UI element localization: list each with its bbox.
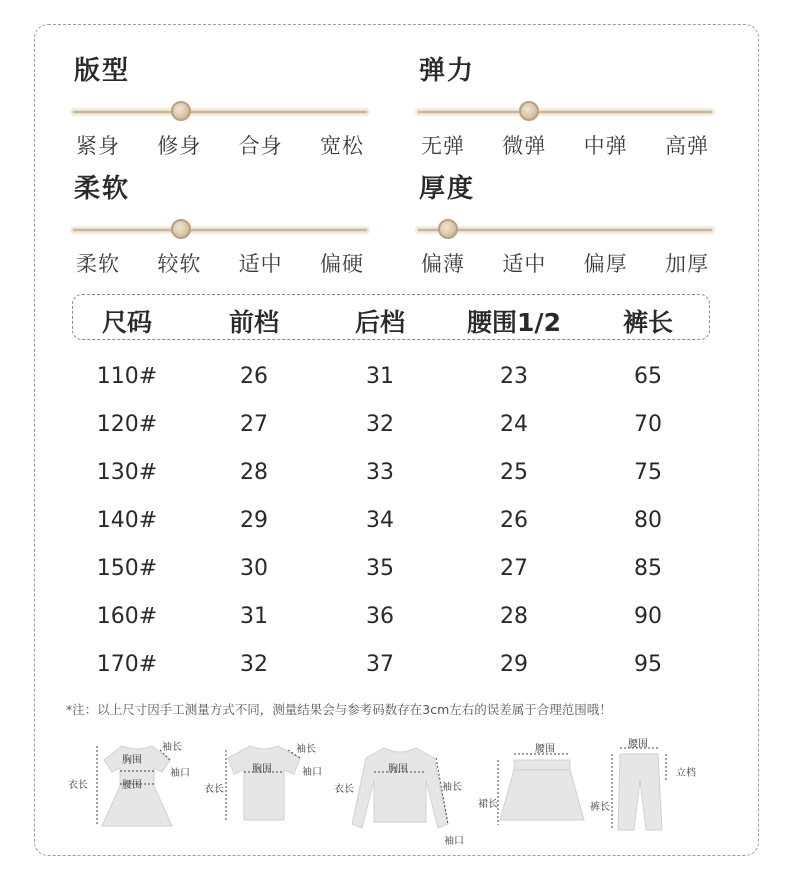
attr-title: 厚度 (419, 174, 476, 204)
table-cell: 140# (96, 508, 158, 533)
diagram-label: 衣长 (334, 784, 354, 795)
table-cell: 26 (500, 508, 528, 533)
table-cell: 65 (634, 364, 662, 389)
table-cell: 23 (500, 364, 528, 389)
table-row (0, 548, 790, 588)
option-label: 偏厚 (583, 252, 628, 276)
table-cell: 30 (240, 556, 268, 581)
attr-title: 柔软 (74, 174, 131, 204)
table-cell: 130# (96, 460, 158, 485)
diagram-label: 衣长 (204, 784, 224, 795)
option-label: 中弹 (583, 134, 628, 158)
table-cell: 33 (366, 460, 394, 485)
table-cell: 28 (500, 604, 528, 629)
attr-title: 版型 (74, 56, 131, 86)
option-label: 修身 (157, 134, 202, 158)
table-header-row (0, 294, 790, 337)
sweater-diagram-icon (352, 744, 452, 844)
attr-elasticity (415, 54, 715, 160)
slider-knob (438, 219, 458, 239)
option-label: 微弹 (502, 134, 547, 158)
option-label: 适中 (502, 252, 547, 276)
measurement-note: *注：以上尺寸因手工测量方式不同，测量结果会与参考码数存在3cm左右的误差属于合理范围哦！ (66, 702, 612, 717)
table-cell: 34 (366, 508, 394, 533)
table-cell: 28 (240, 460, 268, 485)
slider-knob (171, 219, 191, 239)
table-cell: 32 (366, 412, 394, 437)
pants-diagram-icon (606, 740, 676, 835)
diagram-label: 袖口 (302, 767, 322, 778)
table-cell: 36 (366, 604, 394, 629)
table-cell: 90 (634, 604, 662, 629)
diagram-label: 腰围 (122, 780, 142, 791)
column-header: 后档 (354, 308, 406, 337)
column-header: 裤长 (622, 308, 674, 337)
diagram-label: 衣长 (68, 780, 88, 791)
attr-title: 弹力 (419, 56, 476, 86)
table-cell: 31 (240, 604, 268, 629)
table-cell: 32 (240, 652, 268, 677)
slider-knob (519, 101, 539, 121)
table-row (0, 356, 790, 396)
diagram-label: 袖口 (170, 768, 190, 779)
thickness-slider (415, 226, 715, 234)
table-cell: 27 (500, 556, 528, 581)
column-header: 腰围1/2 (467, 308, 561, 337)
table-cell: 29 (240, 508, 268, 533)
option-label: 加厚 (664, 252, 709, 276)
diagram-label: 胸围 (122, 755, 142, 766)
table-row (0, 500, 790, 540)
option-label: 柔软 (76, 252, 120, 276)
table-row (0, 596, 790, 636)
slider-knob (171, 101, 191, 121)
diagram-label: 裤长 (590, 802, 610, 813)
table-cell: 80 (634, 508, 662, 533)
option-label: 适中 (238, 252, 283, 276)
tee-diagram-icon (222, 740, 307, 825)
diagram-label: 袖长 (162, 742, 182, 753)
table-cell: 31 (366, 364, 394, 389)
diagram-label: 袖长 (296, 744, 316, 755)
table-cell: 35 (366, 556, 394, 581)
table-cell: 26 (240, 364, 268, 389)
table-cell: 160# (96, 604, 158, 629)
table-row (0, 404, 790, 444)
diagram-label: 胸围 (388, 764, 408, 775)
attr-fit (70, 54, 370, 160)
table-cell: 170# (96, 652, 158, 677)
table-cell: 110# (96, 364, 158, 389)
diagram-label: 袖口 (444, 836, 464, 847)
table-cell: 75 (634, 460, 662, 485)
table-row (0, 644, 790, 684)
diagram-label: 腰围 (628, 739, 648, 750)
attr-thickness (415, 172, 715, 278)
elasticity-slider (415, 108, 715, 116)
diagram-label: 腰围 (535, 744, 555, 755)
table-cell: 27 (240, 412, 268, 437)
option-label: 高弹 (664, 134, 709, 158)
attr-softness (70, 172, 370, 278)
option-label: 较软 (157, 252, 202, 276)
option-label: 宽松 (319, 134, 364, 158)
option-label: 无弹 (421, 134, 465, 158)
option-label: 偏薄 (421, 252, 465, 276)
diagram-label: 胸围 (252, 764, 272, 775)
table-cell: 70 (634, 412, 662, 437)
option-label: 合身 (238, 134, 283, 158)
table-cell: 37 (366, 652, 394, 677)
table-cell: 24 (500, 412, 528, 437)
table-cell: 29 (500, 652, 528, 677)
table-cell: 95 (634, 652, 662, 677)
softness-slider (70, 226, 370, 234)
option-label: 偏硬 (319, 252, 364, 276)
table-cell: 120# (96, 412, 158, 437)
column-header: 前档 (228, 308, 280, 337)
fit-slider (70, 108, 370, 116)
diagram-label: 裙长 (478, 799, 498, 810)
table-cell: 85 (634, 556, 662, 581)
column-header: 尺码 (101, 308, 153, 337)
table-cell: 25 (500, 460, 528, 485)
diagram-label: 立档 (676, 768, 696, 779)
table-row (0, 452, 790, 492)
option-label: 紧身 (76, 134, 120, 158)
table-cell: 150# (96, 556, 158, 581)
diagram-label: 袖长 (442, 782, 462, 793)
